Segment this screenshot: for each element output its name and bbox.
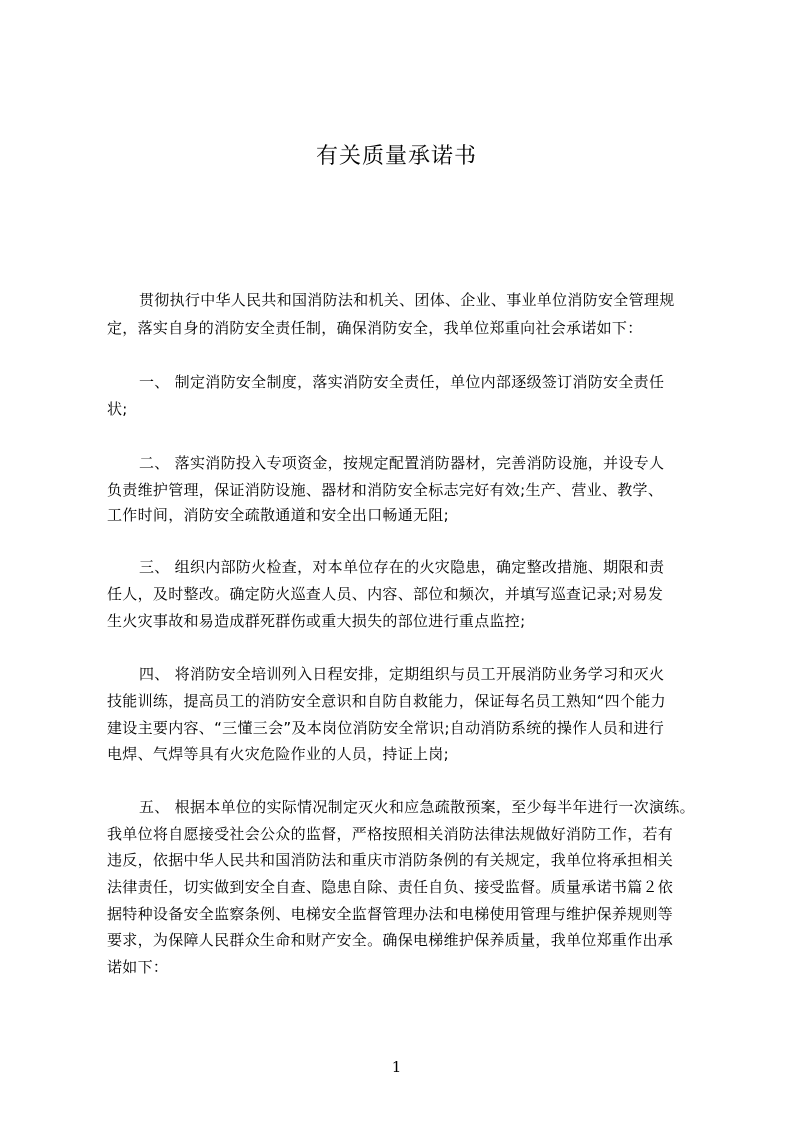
- item2-line-2: 负责维护管理，保证消防设施、器材和消防安全标志完好有效;生产、营业、教学、: [107, 481, 664, 499]
- item5-line-7: 诺如下：: [107, 958, 169, 976]
- item2-line-1: 二、 落实消防投入专项资金，按规定配置消防器材，完善消防设施，并设专人: [139, 454, 665, 472]
- item3-line-2: 任人，及时整改。确定防火巡查人员、内容、部位和频次，并填写巡查记录;对易发: [107, 585, 664, 603]
- item4-line-2: 技能训练，提高员工的消防安全意识和自防自救能力，保证每名员工熟知“四个能力: [107, 692, 666, 710]
- item5-line-3: 违反，依据中华人民共和国消防法和重庆市消防条例的有关规定，我单位将承担相关: [107, 851, 674, 869]
- item5-line-1: 五、 根据本单位的实际情况制定灭火和应急疏散预案，至少每半年进行一次演练。: [139, 798, 695, 816]
- item5-line-4: 法律责任，切实做到安全自查、隐患自除、责任自负、接受监督。质量承诺书篇２依: [107, 878, 674, 896]
- item4-line-3: 建设主要内容、“三懂三会”及本岗位消防安全常识;自动消防系统的操作人员和进行: [107, 719, 664, 737]
- item1-line-2: 状;: [107, 400, 128, 418]
- item2-line-3: 工作时间，消防安全疏散通道和安全出口畅通无阻;: [107, 506, 449, 524]
- item5-line-2: 我单位将自愿接受社会公众的监督，严格按照相关消防法律法规做好消防工作，若有: [107, 825, 674, 843]
- item1-line-1: 一、 制定消防安全制度，落实消防安全责任，单位内部逐级签订消防安全责任: [139, 373, 665, 391]
- page-number: 1: [391, 1058, 402, 1076]
- item5-line-5: 据特种设备安全监察条例、电梯安全监督管理办法和电梯使用管理与维护保养规则等: [107, 905, 674, 923]
- item4-line-4: 电焊、气焊等具有火灾危险作业的人员，持证上岗;: [107, 745, 449, 763]
- intro-line-2: 定，落实自身的消防安全责任制，确保消防安全，我单位郑重向社会承诺如下：: [107, 319, 643, 337]
- document-title: 有关质量承诺书: [315, 144, 477, 169]
- item3-line-3: 生火灾事故和易造成群死群伤或重大损失的部位进行重点监控;: [107, 612, 526, 630]
- item4-line-1: 四、 将消防安全培训列入日程安排，定期组织与员工开展消防业务学习和灭火: [139, 665, 665, 683]
- intro-line-1: 贯彻执行中华人民共和国消防法和机关、团体、企业、事业单位消防安全管理规: [139, 291, 675, 309]
- item5-line-6: 要求，为保障人民群众生命和财产安全。确保电梯维护保养质量，我单位郑重作出承: [107, 931, 674, 949]
- item3-line-1: 三、 组织内部防火检查，对本单位存在的火灾隐患，确定整改措施、期限和责: [139, 558, 665, 576]
